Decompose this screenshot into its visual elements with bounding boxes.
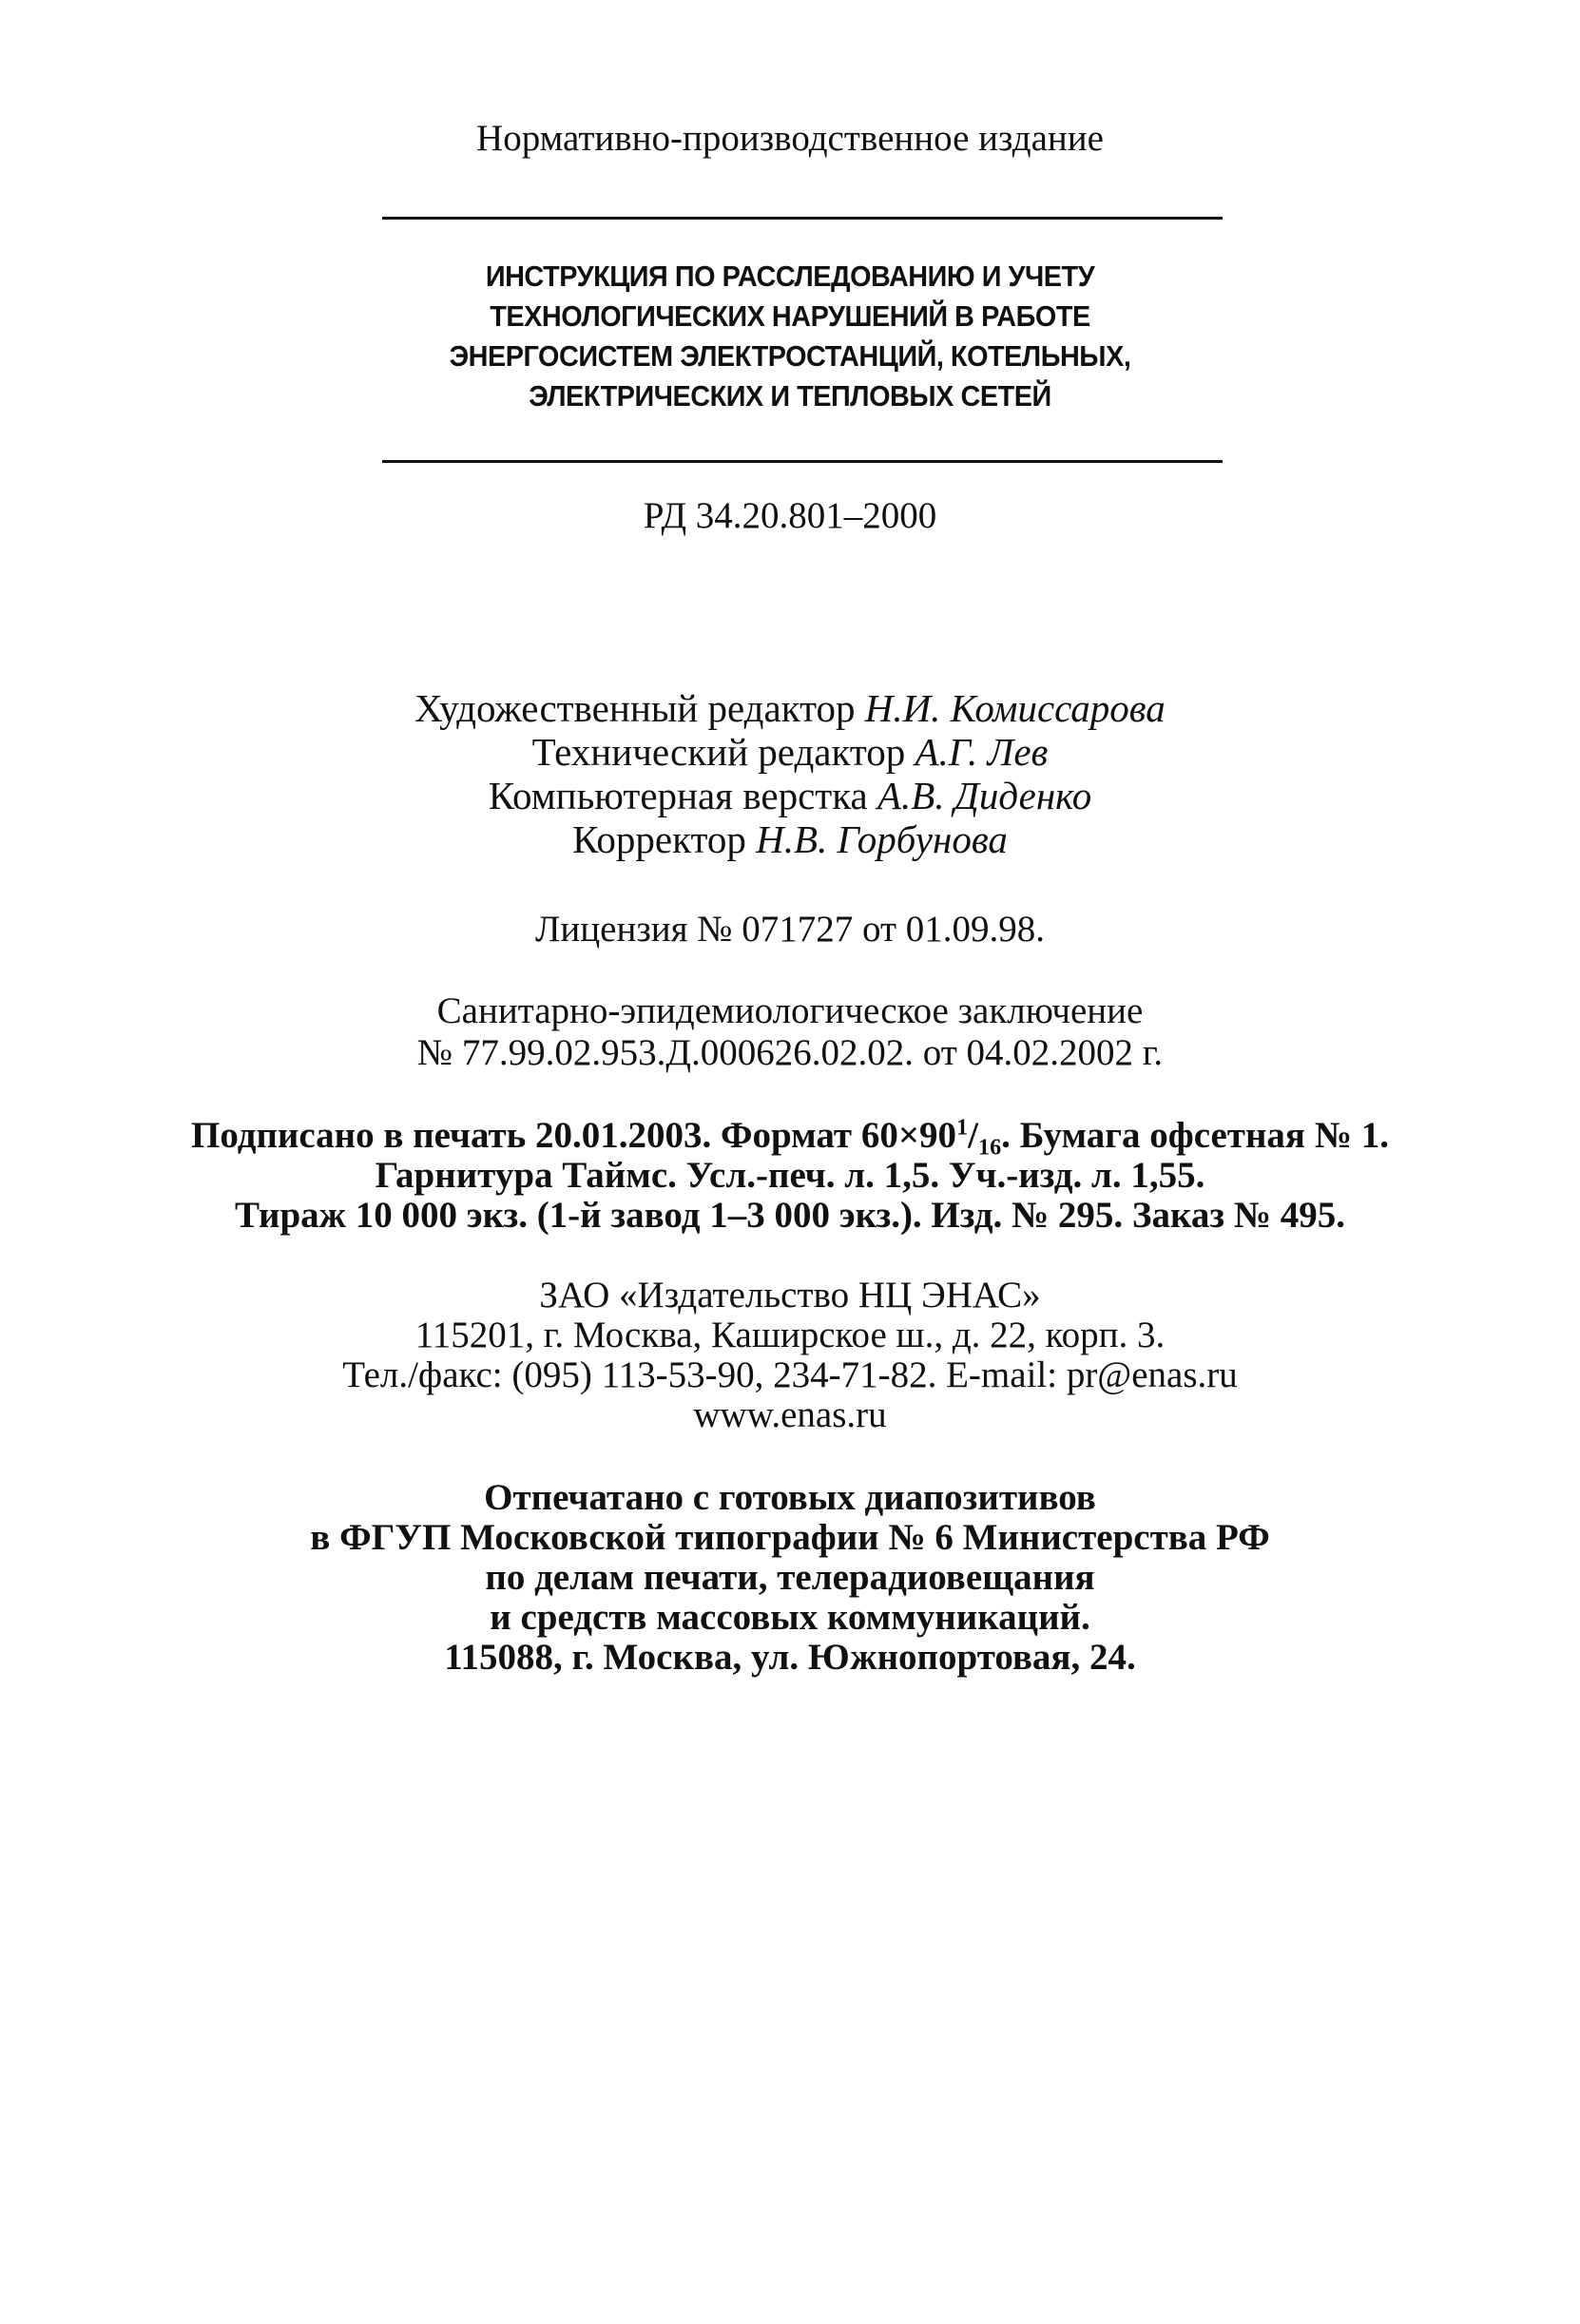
credit-name: А.В. Диденко [877,774,1092,817]
print-typeface-line: Гарнитура Таймс. Усл.-печ. л. 1,5. Уч.-изд. л. 1,55. [375,1155,1205,1196]
credit-name: А.Г. Лев [915,730,1049,774]
printer-line: и средств массовых коммуникаций. [490,1597,1090,1638]
print-signed-line [0,1114,1580,1161]
printer-line: 115088, г. Москва, ул. Южнопортовая, 24. [444,1637,1136,1678]
credit-role: Компьютерная верстка [488,774,868,817]
credit-line [0,817,1580,861]
format-fraction-slash: / [968,1115,978,1156]
printer-line: в ФГУП Московской типографии № 6 Министерства РФ [310,1517,1270,1558]
title-line: ИНСТРУКЦИЯ ПО РАССЛЕДОВАНИЮ И УЧЕТУ [485,259,1095,293]
edition-type: Нормативно-производственное издание [476,118,1104,159]
credit-name: Н.И. Комиссарова [864,686,1166,730]
print-run-line: Тираж 10 000 экз. (1-й завод 1–3 000 экз.). Изд. № 295. Заказ № 495. [234,1195,1345,1236]
title-line: ЭНЕРГОСИСТЕМ ЭЛЕКТРОСТАНЦИЙ, КОТЕЛЬНЫХ, [449,339,1131,373]
top-rule [382,217,1223,220]
sanitary-line: № 77.99.02.953.Д.000626.02.02. от 04.02.2002 г. [416,1032,1164,1073]
title-line: ЭЛЕКТРИЧЕСКИХ И ТЕПЛОВЫХ СЕТЕЙ [529,379,1051,413]
document-designation: РД 34.20.801–2000 [643,495,937,536]
bottom-rule [382,460,1223,463]
format-fraction-numerator: 1 [956,1114,969,1141]
credit-line [0,686,1580,730]
publisher-website: www.enas.ru [693,1394,887,1435]
publisher-address: 115201, г. Москва, Каширское ш., д. 22, корп. 3. [414,1315,1166,1355]
title-line: ТЕХНОЛОГИЧЕСКИХ НАРУШЕНИЙ В РАБОТЕ [490,299,1090,333]
print-signed-prefix: Подписано в печать 20.01.2003. Формат 60×90 [191,1115,957,1156]
sanitary-line: Санитарно-эпидемиологическое заключение [436,990,1144,1031]
credit-role: Художественный редактор [414,686,856,730]
publisher-contacts: Тел./факс: (095) 113-53-90, 234-71-82. E-mail: pr@enas.ru [342,1354,1238,1395]
credit-name: Н.В. Горбунова [756,817,1008,861]
format-fraction-denominator: 16 [978,1134,1002,1161]
publisher-name: ЗАО «Издательство НЦ ЭНАС» [539,1275,1041,1316]
license-line: Лицензия № 071727 от 01.09.98. [534,909,1046,950]
credit-line [0,774,1580,817]
credit-role: Корректор [572,817,746,861]
print-signed-suffix: . Бумага офсетная № 1. [1001,1115,1389,1156]
printer-line: Отпечатано с готовых диапозитивов [484,1477,1096,1518]
credit-role: Технический редактор [531,730,906,774]
credit-line [0,730,1580,774]
printer-line: по делам печати, телерадиовещания [485,1557,1095,1598]
